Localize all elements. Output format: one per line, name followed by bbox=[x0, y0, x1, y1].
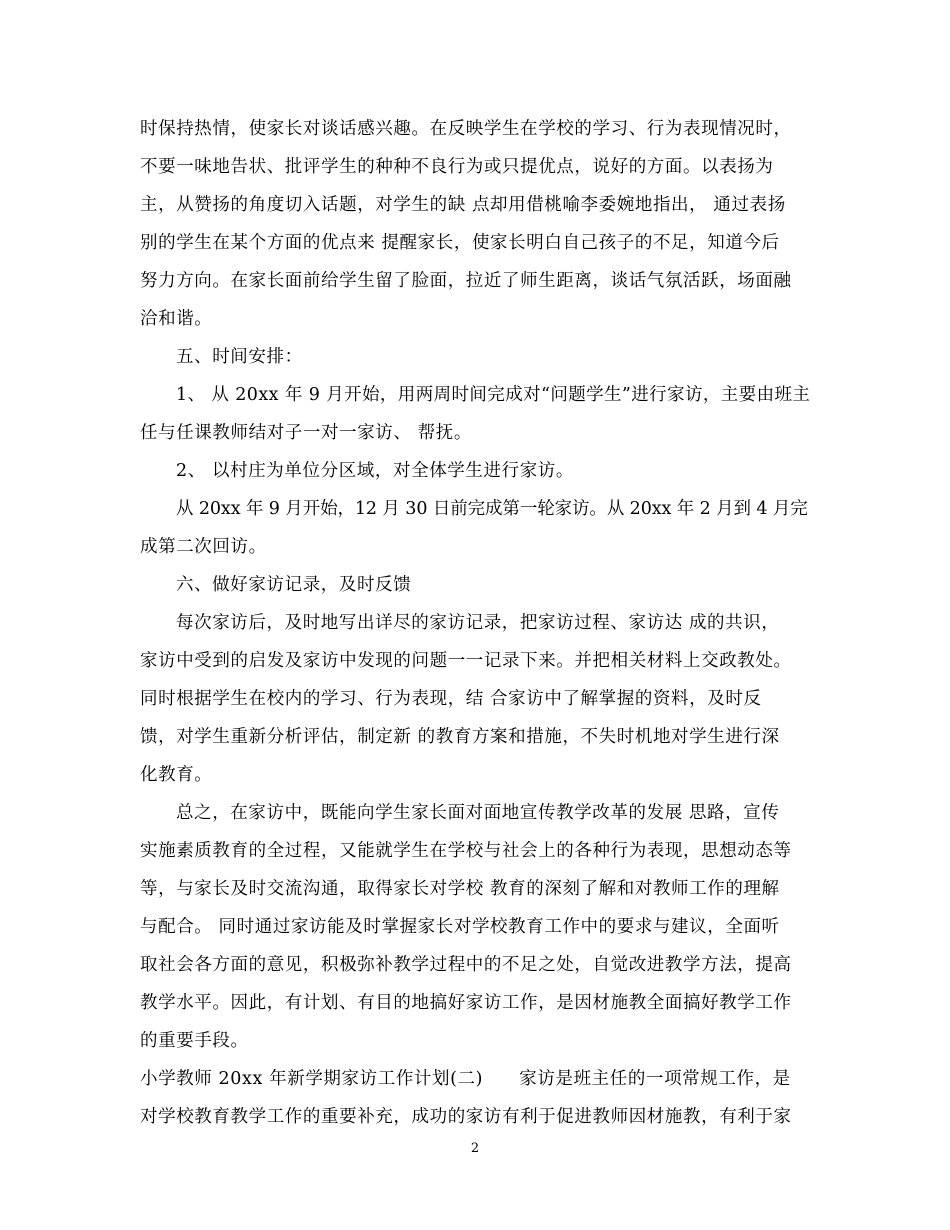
paragraph-line: 时保持热情，使家长对谈话感兴趣。在反映学生在学校的学习、行为表现情况时， bbox=[140, 119, 792, 139]
paragraph-line: 小学教师 20xx 年新学期家访工作计划(二) 家访是班主任的一项常规工作，是 bbox=[140, 1069, 791, 1089]
section-heading: 六、做好家访记录，及时反馈 bbox=[176, 575, 412, 595]
paragraph-line: 从 20xx 年 9 月开始，12 月 30 日前完成第一轮家访。从 20xx 年 2 月到 4 月完 bbox=[176, 499, 808, 519]
paragraph-line: 取社会各方面的意见，积极弥补教学过程中的不足之处，自觉改进教学方法，提高 bbox=[140, 955, 792, 975]
section-heading: 五、时间安排： bbox=[176, 347, 303, 367]
paragraph-line: 馈，对学生重新分析评估，制定新 的教育方案和措施，不失时机地对学生进行深 bbox=[140, 727, 780, 747]
paragraph-line: 化教育。 bbox=[140, 765, 213, 785]
paragraph-line: 努力方向。在家长面前给学生留了脸面，拉近了师生距离，谈话气氛活跃，场面融 bbox=[140, 271, 792, 291]
paragraph-line: 每次家访后，及时地写出详尽的家访记录，把家访过程、家访达 成的共识， bbox=[176, 613, 780, 633]
paragraph-line: 别的学生在某个方面的优点来 提醒家长，使家长明白自己孩子的不足，知道今后 bbox=[140, 233, 780, 253]
paragraph-line: 实施素质教育的全过程，又能就学生在学校与社会上的各种行为表现，思想动态等 bbox=[140, 841, 792, 861]
paragraph-line: 成第二次回访。 bbox=[140, 537, 267, 557]
paragraph-line: 不要一味地告状、批评学生的种种不良行为或只提优点，说好的方面。以表扬为 bbox=[140, 157, 774, 177]
paragraph-line: 2、 以村庄为单位分区域，对全体学生进行家访。 bbox=[176, 461, 574, 481]
paragraph-line: 总之，在家访中，既能向学生家长面对面地宣传教学改革的发展 思路，宣传 bbox=[176, 803, 780, 823]
paragraph-line: 主，从赞扬的角度切入话题，对学生的缺 点却用借桃喻李委婉地指出， 通过表扬 bbox=[140, 195, 786, 215]
paragraph-line: 家访中受到的启发及家访中发现的问题一一记录下来。并把相关材料上交政教处。 bbox=[140, 651, 792, 671]
paragraph-line: 任与任课教师结对子一对一家访、 帮抚。 bbox=[140, 423, 472, 443]
page-number: 2 bbox=[470, 1141, 480, 1156]
paragraph-line: 同时根据学生在校内的学习、行为表现，结 合家访中了解掌握的资料，及时反 bbox=[140, 689, 762, 709]
paragraph-line: 与配合。 同时通过家访能及时掌握家长对学校教育工作中的要求与建议，全面听 bbox=[140, 917, 780, 937]
paragraph-line: 对学校教育教学工作的重要补充，成功的家访有利于促进教师因材施教，有利于家 bbox=[140, 1107, 792, 1127]
paragraph-line: 等，与家长及时交流沟通，取得家长对学校 教育的深刻了解和对教师工作的理解 bbox=[140, 879, 780, 899]
paragraph-line: 洽和谐。 bbox=[140, 309, 213, 329]
paragraph-line: 教学水平。因此，有计划、有目的地搞好家访工作，是因材施教全面搞好教学工作 bbox=[140, 993, 792, 1013]
paragraph-line: 1、 从 20xx 年 9 月开始，用两周时间完成对“问题学生”进行家访，主要由班主 bbox=[176, 385, 811, 405]
paragraph-line: 的重要手段。 bbox=[140, 1031, 249, 1051]
